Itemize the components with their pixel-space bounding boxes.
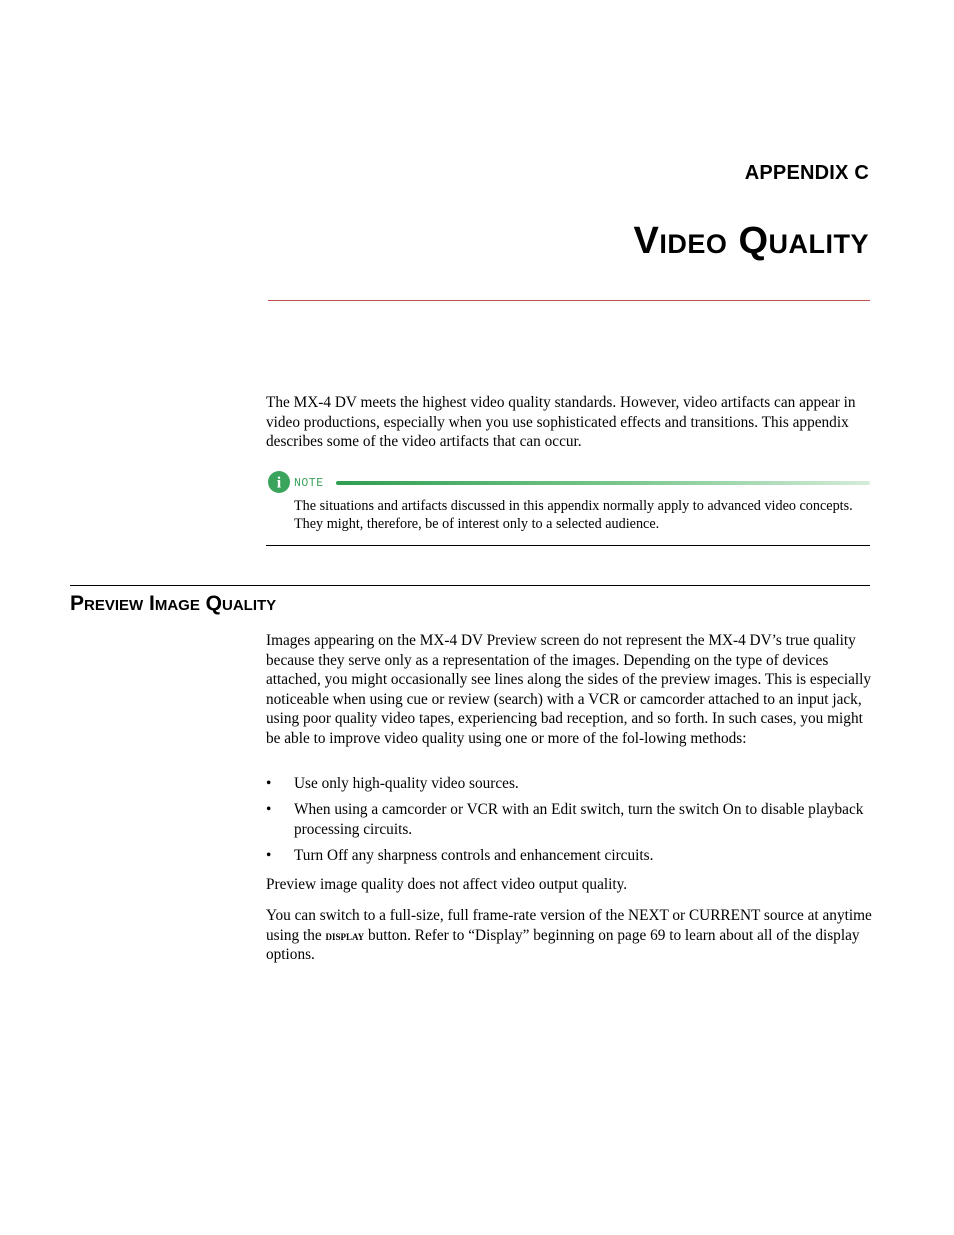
bullet-glyph: • [266,846,272,864]
list-item-text: Use only high-quality video sources. [294,775,519,792]
note-text: The situations and artifacts discussed in this appendix normally apply to advanced video concepts. They might, therefore, be of interest only to a selected audience. [294,498,853,532]
section-heading: Preview Image Quality [70,592,277,615]
note-bottom-rule [266,545,870,546]
info-icon [267,470,291,494]
section-rule [70,585,870,586]
chapter-title: Video Quality [633,220,869,262]
closing-text-start: You can switch to a full-size, full frame-rate version of the NEXT or CURRENT source at anytime using the [266,907,872,944]
preview-quality-paragraph: Preview image quality does not affect video output quality. [266,876,628,893]
bullet-glyph: • [266,801,272,818]
info-icon-graphic [267,470,291,494]
display-button-name: display [325,927,365,943]
closing-paragraph [266,906,872,965]
appendix-label: APPENDIX C [744,162,869,184]
list-item-text: When using a camcorder or VCR with an Edit switch, turn the switch On to disable playback processing circuits. [294,801,864,838]
bullet-glyph: • [266,775,272,792]
info-icon-glyph: i [276,474,282,492]
section-paragraph: Images appearing on the MX-4 DV Preview screen do not represent the MX-4 DV’s true quality because they serve only as a representation of the images. Depending on the type of devices attached, you might occasionally see lines along the sides of the preview images. This is especially noticeable when using cue or review (search) with a VCR or camcorder attached to an input jack, using poor quality video tapes, experiencing bad reception, and so forth. In such cases, you might be able to improve video quality using one or more of the fol-lowing methods: [266,632,872,747]
title-rule [268,300,870,301]
note-divider [336,481,870,485]
list-item [266,800,872,839]
list-item-text: Turn Off any sharpness controls and enhancement circuits. [294,846,654,864]
intro-paragraph: The MX-4 DV meets the highest video quality standards. However, video artifacts can appear in video productions, especially when you use sophisticated effects and transitions. This appendix describes some of the video artifacts that can occur. [266,394,856,450]
list-item [266,774,872,794]
note-label: NOTE [294,477,324,490]
list-item [266,846,872,866]
bullet-list [266,774,872,872]
closing-text-end: button. Refer to “Display” beginning on page 69 to learn about all of the display options. [266,926,860,963]
